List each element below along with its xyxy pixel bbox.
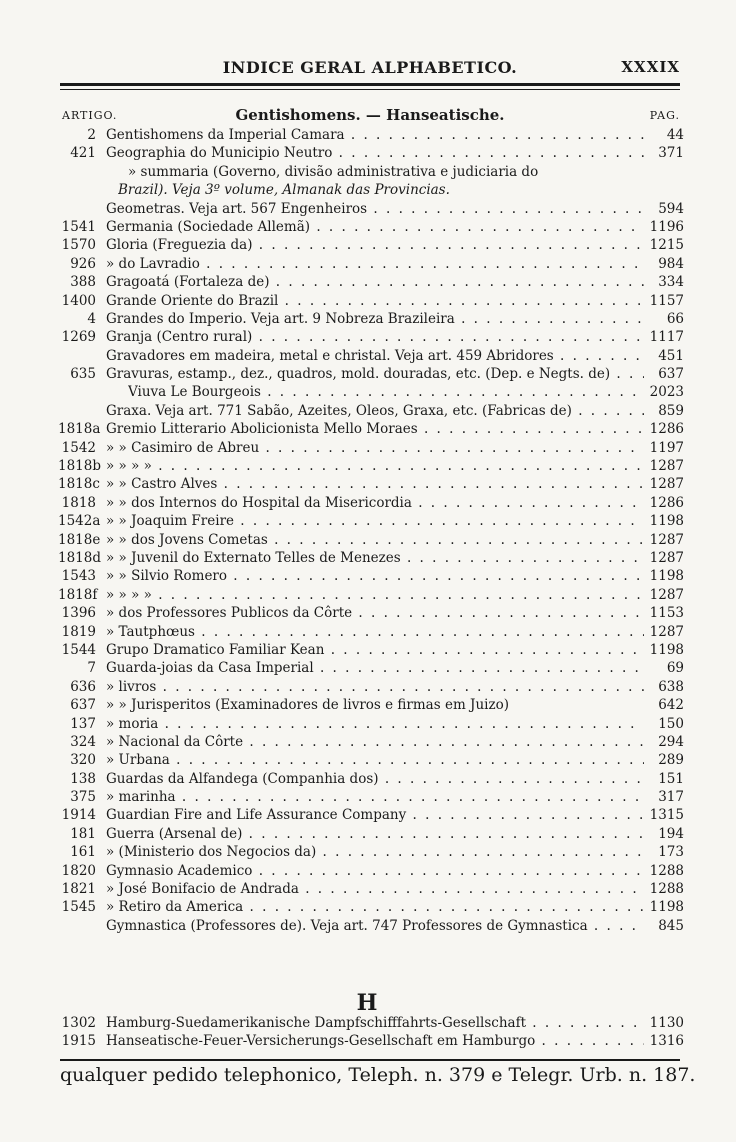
- section-range-title: Gentishomens. — Hanseatische.: [235, 106, 505, 124]
- article-number: 1544: [61, 641, 96, 658]
- entry-page: 1215: [649, 237, 684, 254]
- index-entry: [58, 586, 684, 604]
- entry-page: 637: [658, 366, 684, 383]
- article-number: 1302: [61, 1015, 96, 1031]
- index-entry: [58, 310, 684, 328]
- index-entry: [58, 126, 684, 144]
- index-entry: [58, 604, 684, 622]
- article-number: 320: [70, 752, 96, 769]
- entry-text: » » Silvio Romero . . .: [106, 567, 644, 585]
- entry-text: » Retiro da America . . .: [106, 898, 644, 916]
- entry-text: Guarda-joias da Casa Imperial . . .: [106, 659, 644, 677]
- article-number: 138: [70, 770, 96, 787]
- article-number: 1820: [61, 862, 96, 879]
- entry-text: » moria . . .: [106, 715, 644, 733]
- entry-page: 150: [658, 715, 684, 732]
- article-number: 1821: [61, 881, 96, 898]
- article-number: 1545: [61, 899, 96, 916]
- entry-page: 44: [666, 127, 684, 143]
- entry-page: 194: [658, 825, 684, 842]
- index-entry: [58, 659, 684, 677]
- index-entry: [58, 494, 684, 512]
- article-number: 1915: [61, 1033, 96, 1050]
- index-entry: [58, 420, 684, 438]
- entry-text: Gentishomens da Imperial Camara . . .: [106, 126, 644, 144]
- entry-text: Graxa. Veja art. 771 Sabão, Azeites, Oleos, Graxa, etc. (Fabricas de) . . .: [106, 402, 644, 420]
- entry-text: » » dos Jovens Cometas . . .: [106, 531, 644, 549]
- entry-text: » » Joaquim Freire . . .: [106, 512, 644, 530]
- entry-text: » (Ministerio dos Negocios da) . . .: [106, 843, 644, 861]
- entry-page: 594: [658, 200, 684, 217]
- entry-text: » » » » . . .: [106, 586, 644, 604]
- entry-text: Gravuras, estamp., dez., quadros, mold. douradas, etc. (Dep. e Negts. de) . . .: [106, 365, 644, 383]
- entry-text: Brazil). Veja 3º volume, Almanak das Provincias.: [118, 182, 450, 199]
- entry-text: Guardian Fire and Life Assurance Company . . .: [106, 806, 644, 824]
- article-number: 1914: [61, 807, 96, 824]
- entry-page: 1288: [649, 881, 684, 898]
- index-entry: [58, 181, 684, 199]
- entry-page: 845: [658, 917, 684, 934]
- article-number: 1269: [61, 329, 96, 346]
- index-entries: [58, 126, 684, 935]
- entry-page: 1157: [649, 292, 684, 309]
- index-entry: [58, 218, 684, 236]
- entry-text: » » Casimiro de Abreu . . .: [106, 439, 644, 457]
- article-number: 635: [70, 366, 96, 383]
- index-entry: [58, 862, 684, 880]
- entry-text: Gymnastica (Professores de). Veja art. 747 Professores de Gymnastica . . .: [106, 917, 644, 935]
- entry-page: 642: [658, 697, 684, 714]
- article-number: 1818f: [58, 586, 98, 603]
- index-entry: [58, 255, 684, 273]
- index-entry: [58, 1014, 684, 1032]
- article-number: 1541: [61, 218, 96, 235]
- entry-page: 1198: [649, 568, 684, 585]
- index-entry: [58, 236, 684, 254]
- article-number: 1400: [61, 292, 96, 309]
- entry-text: » Tautphœus . . .: [106, 623, 644, 641]
- article-number: 161: [70, 844, 96, 861]
- index-entry: [58, 843, 684, 861]
- entry-text: » Urbana . . .: [106, 751, 644, 769]
- entry-text: Gymnasio Academico . . .: [106, 862, 644, 880]
- index-entries-h: [58, 1014, 684, 1051]
- entry-text: Germania (Sociedade Allemã) . . .: [106, 218, 644, 236]
- article-number: 1542a: [58, 513, 101, 530]
- index-entry: [58, 347, 684, 365]
- header-rule-thin: [60, 89, 680, 90]
- entry-page: 638: [658, 678, 684, 695]
- entry-text: Hamburg-Suedamerikanische Dampfschifffahrts-Gesellschaft . . .: [106, 1014, 644, 1032]
- index-entry: [58, 678, 684, 696]
- header-rule-thick: [60, 83, 680, 86]
- entry-text: Gloria (Freguezia da) . . .: [106, 236, 644, 254]
- entry-page: 1198: [649, 899, 684, 916]
- article-number: 4: [87, 310, 96, 327]
- article-number: 324: [70, 733, 96, 750]
- entry-text: » marinha . . .: [106, 788, 644, 806]
- index-entry: [58, 402, 684, 420]
- entry-page: 1316: [649, 1033, 684, 1050]
- entry-page: 1287: [649, 531, 684, 548]
- article-number: 421: [70, 145, 96, 162]
- article-number: 7: [87, 660, 96, 677]
- article-number: 1543: [61, 568, 96, 585]
- entry-page: 1197: [649, 439, 684, 456]
- article-number: 388: [70, 274, 96, 291]
- entry-page: 1287: [649, 458, 684, 475]
- index-entry: [58, 1032, 684, 1050]
- entry-page: 1198: [649, 513, 684, 530]
- entry-text: Guerra (Arsenal de) . . .: [106, 825, 644, 843]
- index-entry: [58, 531, 684, 549]
- entry-page: 1117: [649, 329, 684, 346]
- index-entry: [58, 328, 684, 346]
- entry-text: Guardas da Alfandega (Companhia dos) . . .: [106, 770, 644, 788]
- index-entry: [58, 623, 684, 641]
- entry-text: Grupo Dramatico Familiar Kean . . .: [106, 641, 644, 659]
- entry-page: 66: [666, 310, 684, 327]
- index-entry: [58, 512, 684, 530]
- article-number: 1818: [61, 494, 96, 511]
- entry-page: 1286: [649, 421, 684, 438]
- index-entry: [58, 383, 684, 401]
- index-entry: [58, 457, 684, 475]
- entry-text: Geographia do Municipio Neutro . . .: [106, 144, 644, 162]
- entry-page: 69: [666, 660, 684, 677]
- index-entry: [58, 641, 684, 659]
- article-number: 375: [70, 789, 96, 806]
- entry-page: 1287: [649, 623, 684, 640]
- entry-page: 371: [658, 145, 684, 162]
- index-entry: [58, 806, 684, 824]
- article-number: 926: [70, 255, 96, 272]
- article-number: 2: [87, 127, 96, 143]
- index-entry: [58, 880, 684, 898]
- entry-page: 451: [658, 347, 684, 364]
- entry-text: » livros . . .: [106, 678, 644, 696]
- index-entry: [58, 475, 684, 493]
- entry-page: 1286: [649, 494, 684, 511]
- index-entry: [58, 917, 684, 935]
- entry-text: » do Lavradio . . .: [106, 255, 644, 273]
- entry-text: » » » » . . .: [106, 457, 644, 475]
- entry-page: 1153: [649, 605, 684, 622]
- entry-page: 1196: [649, 218, 684, 235]
- running-head: [60, 58, 680, 80]
- index-entry: [58, 163, 684, 181]
- entry-text: Geometras. Veja art. 567 Engenheiros . . .: [106, 200, 644, 218]
- entry-page: 289: [658, 752, 684, 769]
- entry-text: Viuva Le Bourgeois . . .: [128, 383, 644, 401]
- article-column-label: ARTIGO.: [62, 109, 118, 122]
- entry-page: 294: [658, 733, 684, 750]
- article-number: 1818d: [58, 549, 101, 566]
- entry-text: » » Castro Alves . . .: [106, 475, 644, 493]
- footer-note: qualquer pedido telephonico, Teleph. n. 379 e Telegr. Urb. n. 187.: [60, 1064, 696, 1086]
- page-title: INDICE GERAL ALPHABETICO.: [222, 58, 518, 77]
- entry-text: Grandes do Imperio. Veja art. 9 Nobreza Brazileira . . .: [106, 310, 644, 328]
- index-entry: [58, 825, 684, 843]
- index-entry: [58, 567, 684, 585]
- page-number: XXXIX: [621, 58, 680, 76]
- entry-page: 984: [658, 255, 684, 272]
- entry-text: » » Juvenil do Externato Telles de Menezes . . .: [106, 549, 644, 567]
- index-entry: [58, 439, 684, 457]
- entry-page: 1287: [649, 476, 684, 493]
- article-number: 1542: [61, 439, 96, 456]
- index-entry: [58, 715, 684, 733]
- entry-text: Gragoatá (Fortaleza de) . . .: [106, 273, 644, 291]
- article-number: 1818a: [58, 421, 101, 438]
- article-number: 1818c: [58, 476, 100, 493]
- article-number: 1818e: [58, 531, 101, 548]
- section-header: [60, 106, 680, 126]
- letter-heading: H: [356, 990, 380, 1016]
- entry-page: 1198: [649, 641, 684, 658]
- entry-page: 151: [658, 770, 684, 787]
- entry-text: Gremio Litterario Abolicionista Mello Moraes . . .: [106, 420, 644, 438]
- entry-text: » summaria (Governo, divisão administrativa e judiciaria do: [128, 163, 539, 180]
- article-number: 1819: [61, 623, 96, 640]
- entry-page: 2023: [649, 384, 684, 401]
- entry-page: 317: [658, 789, 684, 806]
- entry-page: 1287: [649, 586, 684, 603]
- entry-page: 173: [658, 844, 684, 861]
- entry-text: » José Bonifacio de Andrada . . .: [106, 880, 644, 898]
- entry-page: 1287: [649, 549, 684, 566]
- article-number: 1570: [61, 237, 96, 254]
- entry-page: 1288: [649, 862, 684, 879]
- entry-text: » dos Professores Publicos da Côrte . . .: [106, 604, 644, 622]
- index-entry: [58, 292, 684, 310]
- index-entry: [58, 549, 684, 567]
- article-number: 637: [70, 697, 96, 714]
- entry-text: » » dos Internos do Hospital da Misericordia . . .: [106, 494, 644, 512]
- article-number: 636: [70, 678, 96, 695]
- entry-text: Gravadores em madeira, metal e christal. Veja art. 459 Abridores . . .: [106, 347, 644, 365]
- article-number: 1818b: [58, 458, 101, 475]
- article-number: 181: [70, 825, 96, 842]
- index-entry: [58, 696, 684, 714]
- index-entry: [58, 770, 684, 788]
- index-entry: [58, 788, 684, 806]
- entry-text: » » Jurisperitos (Examinadores de livros e firmas em Juizo): [106, 697, 509, 714]
- index-entry: [58, 144, 684, 162]
- entry-text: Granja (Centro rural) . . .: [106, 328, 644, 346]
- entry-page: 334: [658, 274, 684, 291]
- page-column-label: PAG.: [649, 109, 680, 122]
- entry-text: Hanseatische-Feuer-Versicherungs-Gesellschaft em Hamburgo . . .: [106, 1032, 644, 1050]
- article-number: 137: [70, 715, 96, 732]
- index-entry: [58, 200, 684, 218]
- entry-page: 859: [658, 402, 684, 419]
- article-number: 1396: [61, 605, 96, 622]
- index-entry: [58, 898, 684, 916]
- entry-page: 1130: [649, 1015, 684, 1031]
- footer-rule: [60, 1059, 680, 1061]
- index-entry: [58, 751, 684, 769]
- entry-text: » Nacional da Côrte . . .: [106, 733, 644, 751]
- index-entry: [58, 273, 684, 291]
- entry-page: 1315: [649, 807, 684, 824]
- index-entry: [58, 733, 684, 751]
- entry-text: Grande Oriente do Brazil . . .: [106, 292, 644, 310]
- index-entry: [58, 365, 684, 383]
